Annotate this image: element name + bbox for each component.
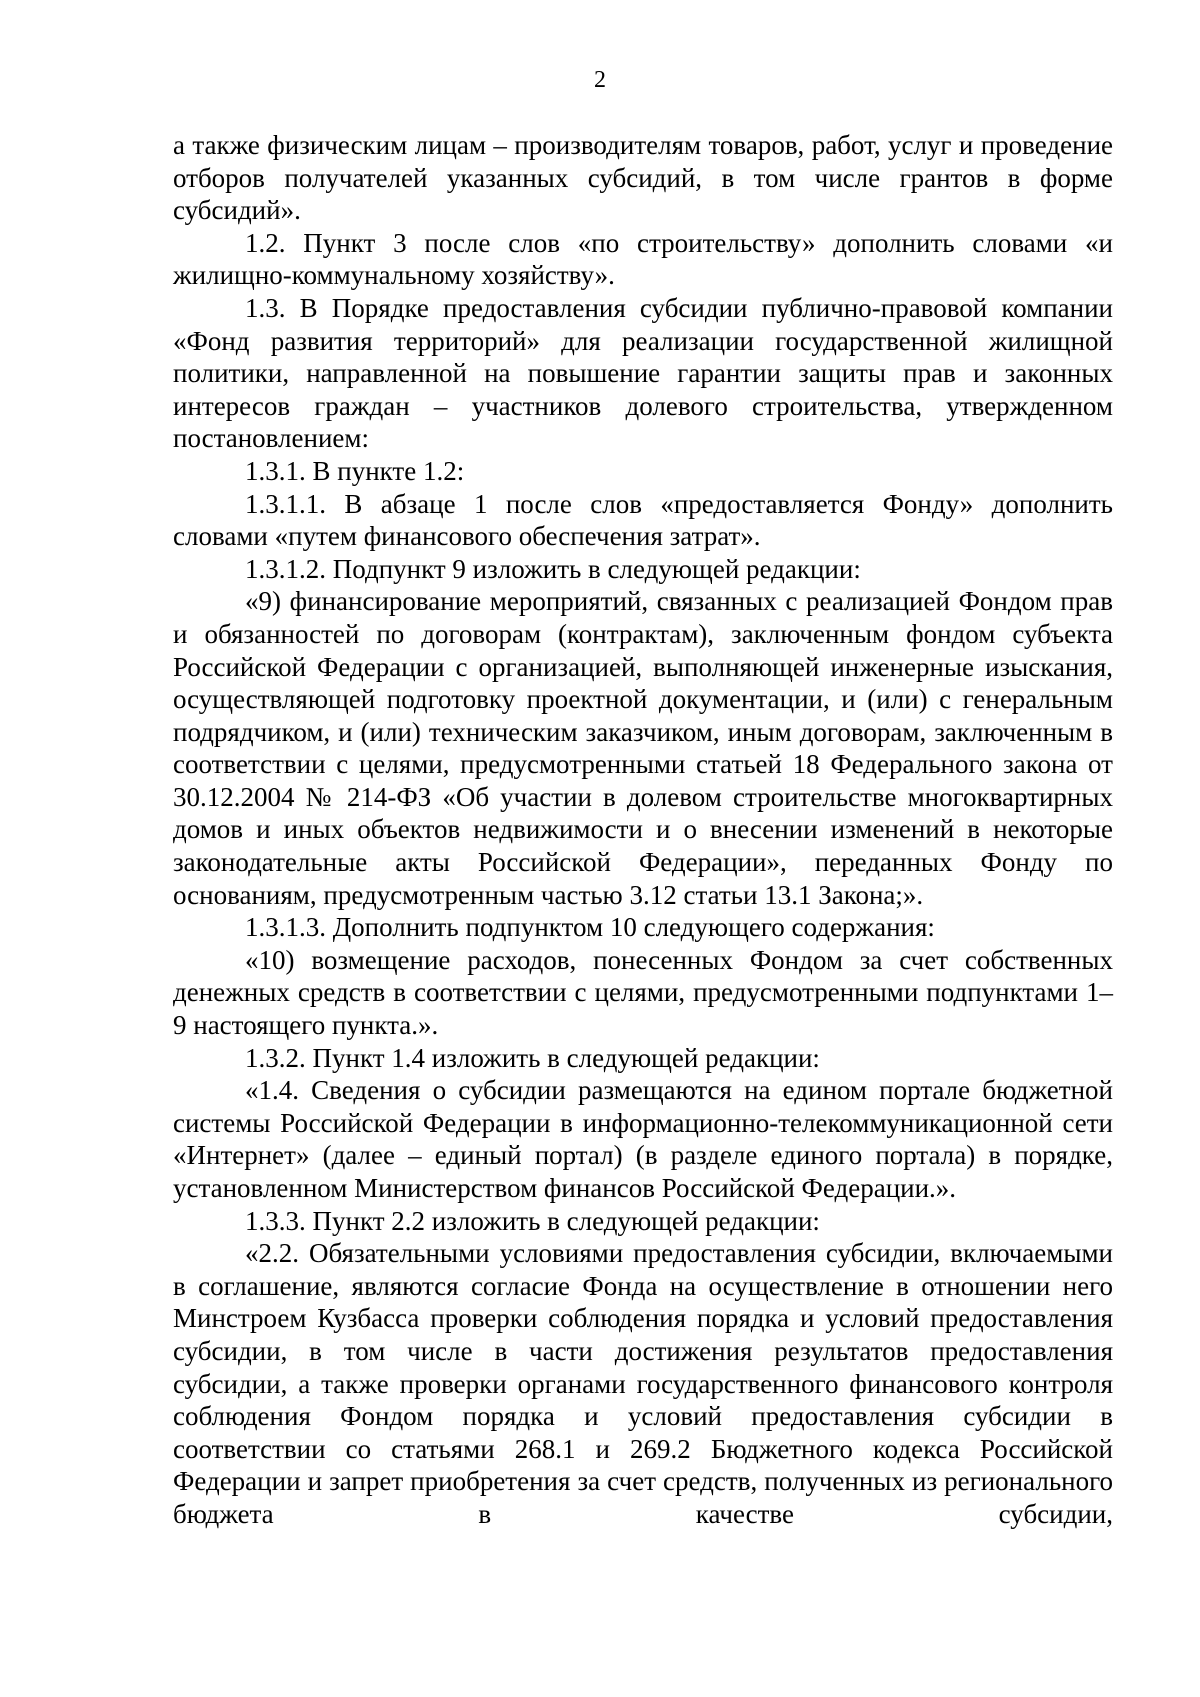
document-body: [173, 129, 1113, 1531]
paragraph-1-3-1: 1.3.1. В пункте 1.2:: [245, 455, 465, 486]
paragraph-item-2-2: «2.2. Обязательными условиями предоставления субсидии, включаемыми в соглашение, являются согласие Фонда на осуществление в отношении него Минстроем Кузбасса проверки соблюдения порядка и условий предоставления субсидии, в том числе в части достижения результатов предоставления субсидии, а также проверки органами государственного финансового контроля соблюдения Фондом порядка и условий предоставления субсидии в соответствии со статьями 268.1 и 269.2 Бюджетного кодекса Российской Федерации и запрет приобретения за счет средств, полученных из регионального бюджета в качестве субсидии,: [173, 1238, 1113, 1529]
paragraph-subitem-10: «10) возмещение расходов, понесенных Фондом за счет собственных денежных средств в соответствии с целями, предусмотренными подпунктами 1–9 настоящего пункта.».: [173, 944, 1113, 1041]
paragraph-continuation: а также физическим лицам – производителям товаров, работ, услуг и проведение отборов получателей указанных субсидий, в том числе грантов в форме субсидий».: [173, 130, 1113, 226]
page-number: 2: [594, 67, 606, 93]
paragraph-1-3-1-2: 1.3.1.2. Подпункт 9 изложить в следующей редакции:: [245, 553, 861, 584]
paragraph-subitem-9: «9) финансирование мероприятий, связанных с реализацией Фондом прав и обязанностей по договорам (контрактам), заключенным фондом субъекта Российской Федерации с организацией, выполняющей инженерные изыскания, осуществляющей подготовку проектной документации, и (или) с генеральным подрядчиком, и (или) техническим заказчиком, иным договорам, заключенным в соответствии с целями, предусмотренными статьей 18 Федерального закона от 30.12.2004 № 214-ФЗ «Об участии в долевом строительстве многоквартирных домов и иных объектов недвижимости и о внесении изменений в некоторые законодательные акты Российской Федерации», переданных Фонду по основаниям, предусмотренным частью 3.12 статьи 13.1 Закона;».: [173, 586, 1113, 910]
paragraph-1-3-3: 1.3.3. Пункт 2.2 изложить в следующей редакции:: [245, 1205, 820, 1236]
paragraph-1-3: 1.3. В Порядке предоставления субсидии публично-правовой компании «Фонд развития территорий» для реализации государственной жилищной политики, направленной на повышение гарантии защиты прав и законных интересов граждан – участников долевого строительства, утвержденном постановлением:: [173, 292, 1113, 454]
paragraph-1-3-2: 1.3.2. Пункт 1.4 изложить в следующей редакции:: [245, 1042, 820, 1073]
paragraph-1-2: 1.2. Пункт 3 после слов «по строительству» дополнить словами «и жилищно-коммунальному хозяйству».: [173, 227, 1113, 291]
paragraph-item-1-4: «1.4. Сведения о субсидии размещаются на едином портале бюджетной системы Российской Федерации в информационно-телекоммуникационной сети «Интернет» (далее – единый портал) (в разделе единого портала) в порядке, установленном Министерством финансов Российской Федерации.».: [173, 1075, 1113, 1203]
paragraph-1-3-1-1: 1.3.1.1. В абзаце 1 после слов «предоставляется Фонду» дополнить словами «путем финансового обеспечения затрат».: [173, 488, 1113, 552]
paragraph-1-3-1-3: 1.3.1.3. Дополнить подпунктом 10 следующего содержания:: [245, 912, 935, 943]
